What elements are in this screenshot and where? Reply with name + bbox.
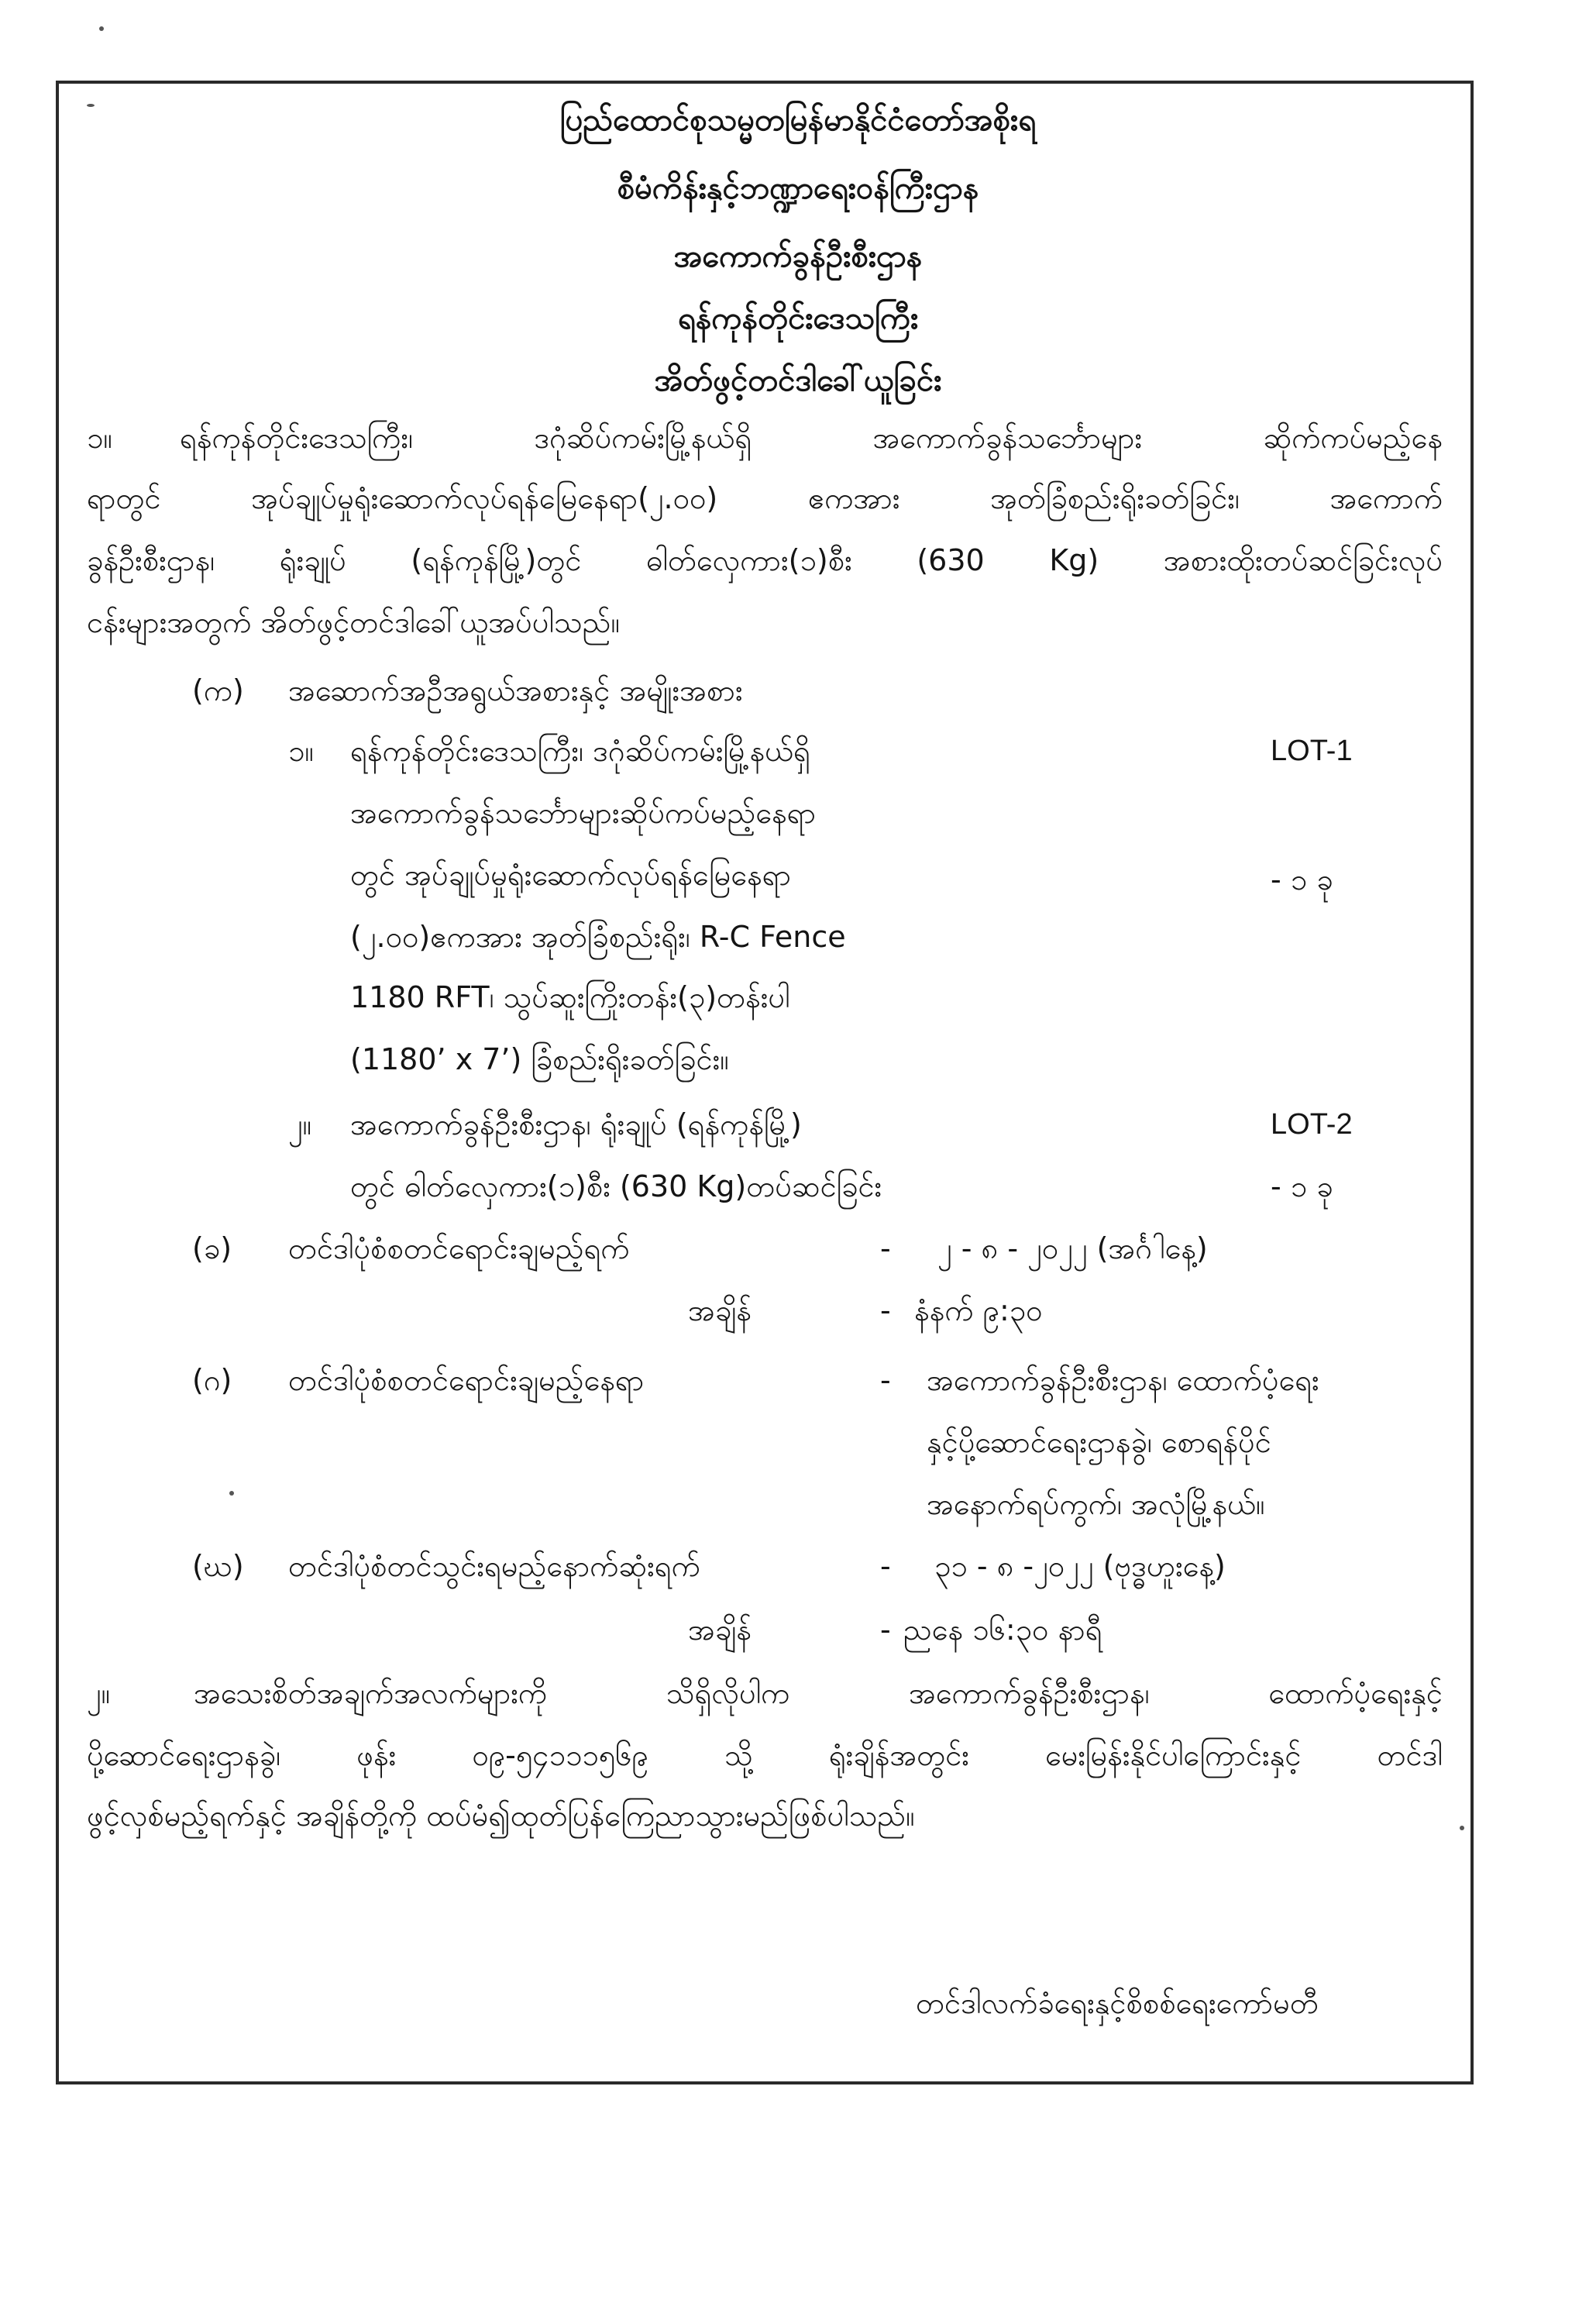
para1-line2: ရာတွင် အုပ်ချုပ်မှုရုံးဆောက်လုပ်ရန်မြေနေရာ(၂.၀၀) ဧကအား အုတ်ခြံစည်းရိုးခတ်ခြင်း၊ အကောက် xyxy=(87,481,1443,515)
para2-line3: ဖွင့်လှစ်မည့်ရက်နှင့် အချိန်တို့ကို ထပ်မံ၍ထုတ်ပြန်ကြေညာသွားမည်ဖြစ်ပါသည်။ xyxy=(87,1799,915,1833)
item-gha-time-dash: - xyxy=(880,1613,891,1647)
para1-line3: ခွန်ဦးစီးဌာန၊ ရုံးချုပ် (ရန်ကုန်မြို့)တွင် ဓါတ်လှေကား(၁)စီး (630 Kg) အစားထိုးတပ်ဆင်ခြင်းလုပ် xyxy=(87,543,1443,577)
item-gha-label: (ဃ) xyxy=(192,1549,244,1583)
submission-deadline-time: ညနေ ၁၆:၃၀ နာရီ xyxy=(903,1613,1102,1647)
header-ministry: စီမံကိန်းနှင့်ဘဏ္ဍာရေးဝန်ကြီးဌာန xyxy=(617,170,979,206)
sale-start-date: ၂ - ၈ - ၂၀၂၂ (အင်္ဂါနေ့) xyxy=(937,1231,1208,1265)
item-kha-time-dash: - xyxy=(880,1293,891,1327)
item-kha-dash: - xyxy=(880,1231,891,1265)
lot2-line2: တွင် ဓါတ်လှေကား(၁)စီး (630 Kg)တပ်ဆင်ခြင်း xyxy=(350,1169,882,1203)
scan-speck xyxy=(99,26,104,31)
lot1-line5: 1180 RFT၊ သွပ်ဆူးကြိုးတန်း(၃)တန်းပါ xyxy=(350,980,790,1014)
lot1-line3: တွင် အုပ်ချုပ်မှုရုံးဆောက်လုပ်ရန်မြေနေရာ xyxy=(350,858,792,892)
item-gha-time-label: အချိန် xyxy=(688,1613,752,1647)
lot1-line2: အကောက်ခွန်သင်္ဘောများဆိုပ်ကပ်မည့်နေရာ xyxy=(350,796,817,830)
lot2-label: LOT-2 xyxy=(1271,1108,1353,1141)
para1-line1: ရန်ကုန်တိုင်းဒေသကြီး၊ ဒဂုံဆိပ်ကမ်းမြို့နယ်ရှိ အကောက်ခွန်သင်္ဘောများ ဆိုက်ကပ်မည့်နေ xyxy=(180,421,1443,455)
para1-line4: ငန်းများအတွက် အိတ်ဖွင့်တင်ဒါခေါ်ယူအပ်ပါသည်။ xyxy=(87,605,620,639)
lot1-label: LOT-1 xyxy=(1271,735,1353,767)
lot1-line4: (၂.၀၀)ဧကအား အုတ်ခြံစည်းရိုး၊ R-C Fence xyxy=(350,920,846,954)
lot1-line6: (1180’ x 7’) ခြံစည်းရိုးခတ်ခြင်း။ xyxy=(350,1042,729,1076)
sale-location-line3: အနောက်ရပ်ကွက်၊ အလုံမြို့နယ်။ xyxy=(927,1487,1265,1521)
sale-location-line2: နှင့်ပို့ဆောင်ရေးဌာနခွဲ၊ စောရန်ပိုင် xyxy=(927,1425,1271,1459)
lot2-number: ၂။ xyxy=(288,1107,312,1141)
para2-line1: အသေးစိတ်အချက်အလက်များကို သိရှိလိုပါက အကောက်ခွန်ဦးစီးဌာန၊ ထောက်ပံ့ရေးနှင့် xyxy=(194,1676,1443,1710)
item-gha-dash: - xyxy=(880,1549,891,1583)
lot2-line1: အကောက်ခွန်ဦးစီးဌာန၊ ရုံးချုပ် (ရန်ကုန်မြို့) xyxy=(350,1107,802,1141)
para1-number: ၁။ xyxy=(87,421,112,455)
header-notice-title: အိတ်ဖွင့်တင်ဒါခေါ်ယူခြင်း xyxy=(654,363,942,398)
header-government: ပြည်ထောင်စုသမ္မတမြန်မာနိုင်ငံတော်အစိုးရ xyxy=(559,102,1037,138)
lot2-quantity: - ၁ ခု xyxy=(1271,1169,1333,1203)
sale-start-time: နံနက် ၉:၃၀ xyxy=(914,1293,1043,1327)
item-ka-text: အဆောက်အဦအရွယ်အစားနှင့် အမျိုးအစား xyxy=(288,673,743,707)
signature-committee: တင်ဒါလက်ခံရေးနှင့်စိစစ်ရေးကော်မတီ xyxy=(916,1986,1319,2020)
item-ga-text: တင်ဒါပုံစံစတင်ရောင်းချမည့်နေရာ xyxy=(288,1363,645,1397)
item-ga-dash: - xyxy=(880,1363,891,1397)
header-department: အကောက်ခွန်ဦးစီးဌာန xyxy=(673,239,923,274)
item-gha-text: တင်ဒါပုံစံတင်သွင်းရမည့်နောက်ဆုံးရက် xyxy=(288,1549,700,1583)
scan-speck xyxy=(229,1491,234,1496)
item-kha-text: တင်ဒါပုံစံစတင်ရောင်းချမည့်ရက် xyxy=(288,1231,630,1265)
header-region: ရန်ကုန်တိုင်းဒေသကြီး xyxy=(677,301,919,336)
item-kha-time-label: အချိန် xyxy=(688,1293,752,1327)
sale-location-line1: အကောက်ခွန်ဦးစီးဌာန၊ ထောက်ပံ့ရေး xyxy=(927,1363,1319,1397)
lot1-quantity: - ၁ ခု xyxy=(1271,862,1333,897)
scan-speck xyxy=(1460,1826,1464,1830)
submission-deadline-date: ၃၁ - ၈ -၂၀၂၂ (ဗုဒ္ဓဟူးနေ့) xyxy=(934,1549,1226,1583)
scan-speck xyxy=(87,104,95,107)
lot1-number: ၁။ xyxy=(288,734,314,768)
para2-number: ၂။ xyxy=(87,1676,111,1710)
item-ka-label: (က) xyxy=(192,673,244,707)
item-ga-label: (ဂ) xyxy=(192,1363,232,1397)
para2-line2: ပို့ဆောင်ရေးဌာနခွဲ၊ ဖုန်း ၀၉-၅၄၁၁၁၅၆၉ သို့ ရုံးချိန်အတွင်း မေးမြန်းနိုင်ပါကြောင်းနှင့် တင်ဒါ xyxy=(87,1738,1443,1772)
lot1-line1: ရန်ကုန်တိုင်းဒေသကြီး၊ ဒဂုံဆိပ်ကမ်းမြို့နယ်ရှိ xyxy=(350,734,810,768)
item-kha-label: (ခ) xyxy=(192,1231,232,1265)
